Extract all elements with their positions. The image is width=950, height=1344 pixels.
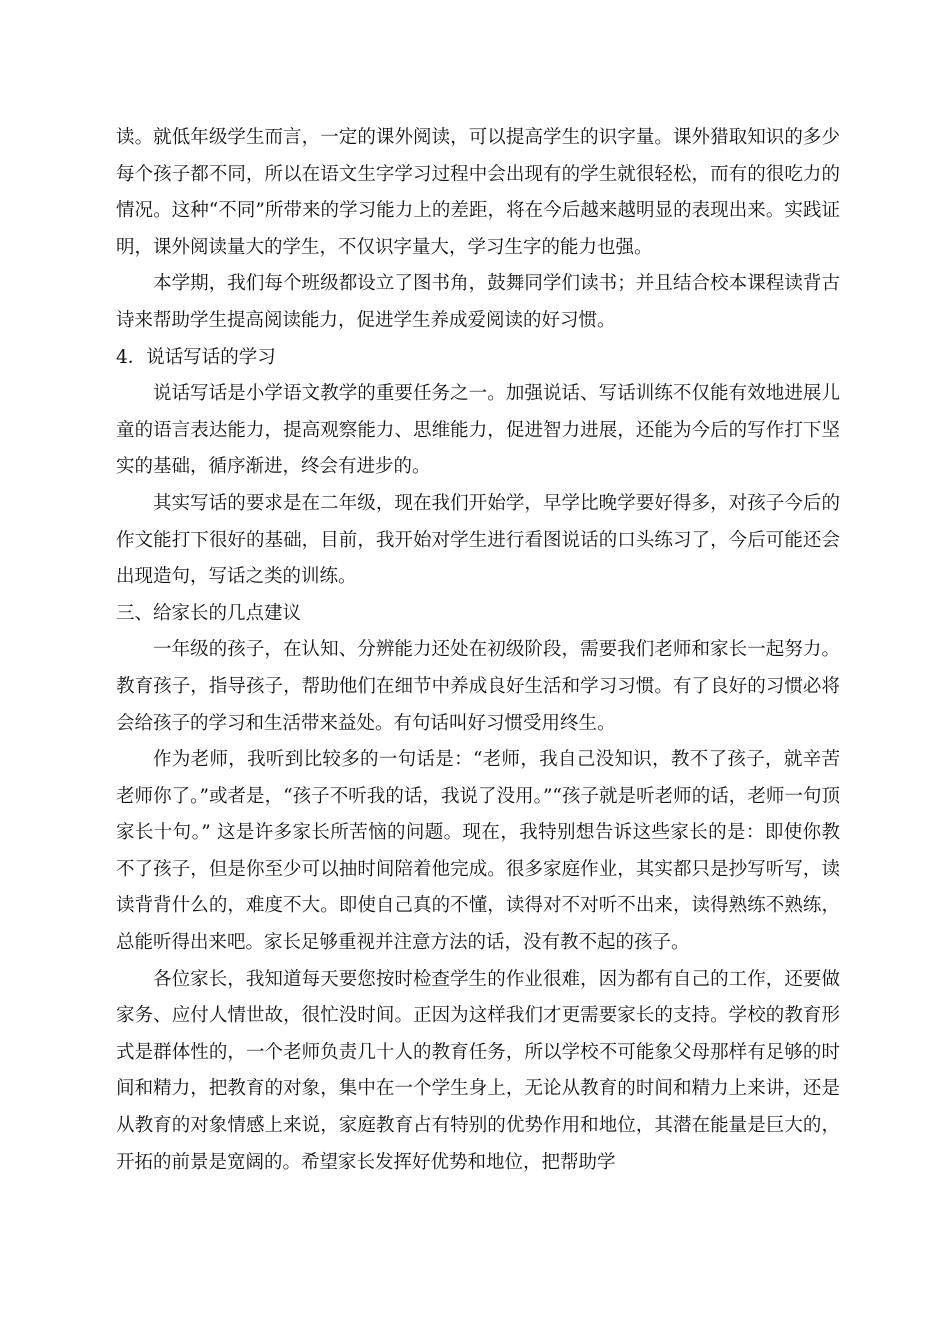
paragraph-parent-support: 各位家长，我知道每天要您按时检查学生的作业很难，因为都有自己的工作，还要做家务、应付人情世故，很忙没时间。正因为这样我们才更需要家长的支持。学校的教育形式是群体性的，一个老师负责几十人的教育任务，所以学校不可能象父母那样有足够的时间和精力，把教育的对象，集中在一个学生身上，无论从教育的时间和精力上来讲，还是从教育的对象情感上来说，家庭教育占有特别的优势作用和地位，其潜在能量是巨大的，开拓的前景是宽阔的。希望家长发挥好优势和地位，把帮助学: [116, 968, 840, 1173]
paragraph-first-graders: 一年级的孩子，在认知、分辨能力还处在初级阶段，需要我们老师和家长一起努力。教育孩子，指导孩子，帮助他们在细节中养成良好生活和学习习惯。有了良好的习惯必将会给孩子的学习和生活带来益处。有句话叫好习惯受用终生。: [116, 639, 840, 734]
heading-speaking-writing: 4．说话写话的学习: [116, 346, 276, 368]
paragraph-continuation: 读。就低年级学生而言，一定的课外阅读，可以提高学生的识字量。课外猎取知识的多少每个孩子都不同，所以在语文生字学习过程中会出现有的学生就很轻松，而有的很吃力的情况。这种“不同”所带来的学习能力上的差距，将在今后越来越明显的表现出来。实践证明，课外阅读量大的学生，不仅识字量大，学习生字的能力也强。: [116, 127, 840, 258]
heading-parent-suggestions: 三、给家长的几点建议: [116, 602, 302, 624]
paragraph-writing-requirements: 其实写话的要求是在二年级，现在我们开始学，早学比晚学要好得多，对孩子今后的作文能打下很好的基础，目前，我开始对学生进行看图说话的口头练习了，今后可能还会出现造句，写话之类的训练。: [116, 492, 840, 588]
paragraph-teacher-perspective: 作为老师，我听到比较多的一句话是：“老师，我自己没知识，教不了孩子，就辛苦老师你了。”或者是，“孩子不听我的话，我说了没用。”“孩子就是听老师的话，老师一句顶家长十句。” 这是许多家长所苦恼的问题。现在，我特别想告诉这些家长的是：即使你教不了孩子，但是你至少可以抽时间陪着他完成。很多家庭作业，其实都只是抄写听写，读读背背什么的，难度不大。即使自己真的不懂，读得对不对听不出来，读得熟练不熟练，总能听得出来吧。家长足够重视并注意方法的话，没有教不起的孩子。: [116, 749, 840, 954]
document-body: [116, 120, 840, 1181]
paragraph-reading-corner: 本学期，我们每个班级都设立了图书角，鼓舞同学们读书；并且结合校本课程读背古诗来帮助学生提高阅读能力，促进学生养成爱阅读的好习惯。: [116, 273, 840, 331]
paragraph-speaking-writing-importance: 说话写话是小学语文教学的重要任务之一。加强说话、写话训练不仅能有效地进展儿童的语言表达能力，提高观察能力、思维能力，促进智力进展，还能为今后的写作打下坚实的基础，循序渐进，终会有进步的。: [116, 383, 840, 478]
